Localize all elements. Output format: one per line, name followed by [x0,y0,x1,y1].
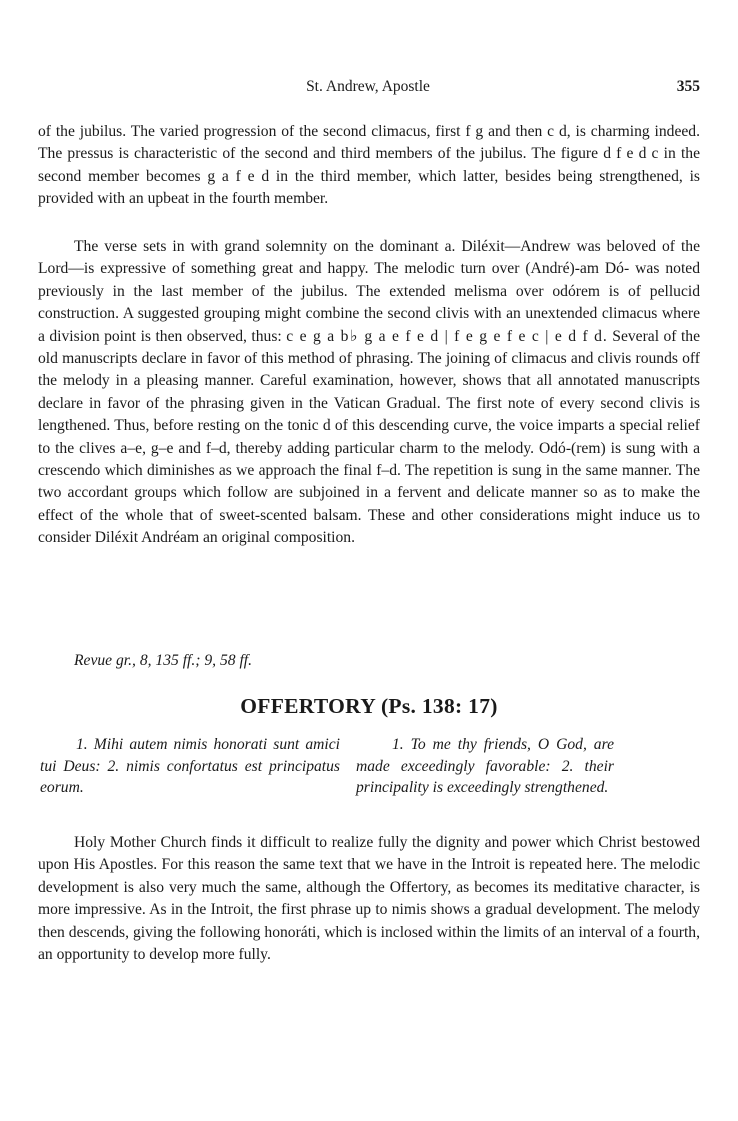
melisma-notation: c e g a b♭ g a e f e d | f e g e f e c | e d f d. [286,327,608,345]
page-number: 355 [676,78,700,95]
running-header [36,78,700,100]
offertory-heading [0,694,738,719]
paragraph-verse-before: The verse sets in with grand solemnity on the dominant a. Diléxit—Andrew was beloved of the Lord—is expressive of something great and happy. The melodic turn over (André)-am Dó- was noted previously in the last member of the jubilus. The extended melisma over odórem is of pellucid construction. A suggested grouping might combine the second clivis with an unextended climacus where a division point is then observed, thus: [38,238,700,345]
paragraph-offertory: Holy Mother Church finds it difficult to realize fully the dignity and power which Christ bestowed upon His Apostles. For this reason the same text that we have in the Introit is repeated here. The melodic development is also very much the same, although the Offertory, as becomes its meditative character, is more impressive. As in the Introit, the first phrase up to nimis shows a gradual development. The melody then descends, giving the following honoráti, which is inclosed within the limits of an interval of a fourth, an opportunity to develop more fully. [38,834,700,964]
running-title: St. Andrew, Apostle [306,78,430,95]
offertory-english: 1. To me thy friends, O God, are made exceedingly favorable: 2. their principality is exceedingly strengthened. [356,736,614,796]
offertory-title: OFFERTORY [240,694,376,718]
paragraph-verse-after: Several of the old manuscripts declare in favor of this method of phrasing. The joining of climacus and clivis rounds off the melody in a pleasing manner. Careful examination, however, shows that all annotated manuscripts declare in favor of the phrasing given in the Vatican Gradual. The first note of every second clivis is lengthened. Thus, before resting on the tonic d of this descending curve, the voice imparts a special relief to the clives a–e, g–e and f–d, thereby adding particular charm to the melody. Odó-(rem) is sung with a crescendo which diminishes as we approach the final f–d. The repetition is sung in the same manner. The two accordant groups which follow are subjoined in a fervent and delicate manner so as to make the effect of the whole that of sweet-scented balsam. These and other considerations might induce us to consider Diléxit Andréam an original composition. [38,327,700,547]
offertory-latin: 1. Mihi autem nimis honorati sunt amici tui Deus: 2. nimis confortatus est principatus eorum. [40,736,340,796]
reference-citation: Revue gr., 8, 135 ff.; 9, 58 ff. [74,652,253,669]
paragraph-verse [38,236,700,550]
offertory-psalm: (Ps. 138: 17) [380,694,498,718]
paragraph-jubilus: of the jubilus. The varied progression of the second climacus, first f g and then c d, is charming indeed. The pressus is characteristic of the second and third members of the jubilus. The figure d f e d c in the second member becomes g a f e d in the third member, which latter, besides being strengthened, is provided with an upbeat in the fourth member. [38,123,700,208]
